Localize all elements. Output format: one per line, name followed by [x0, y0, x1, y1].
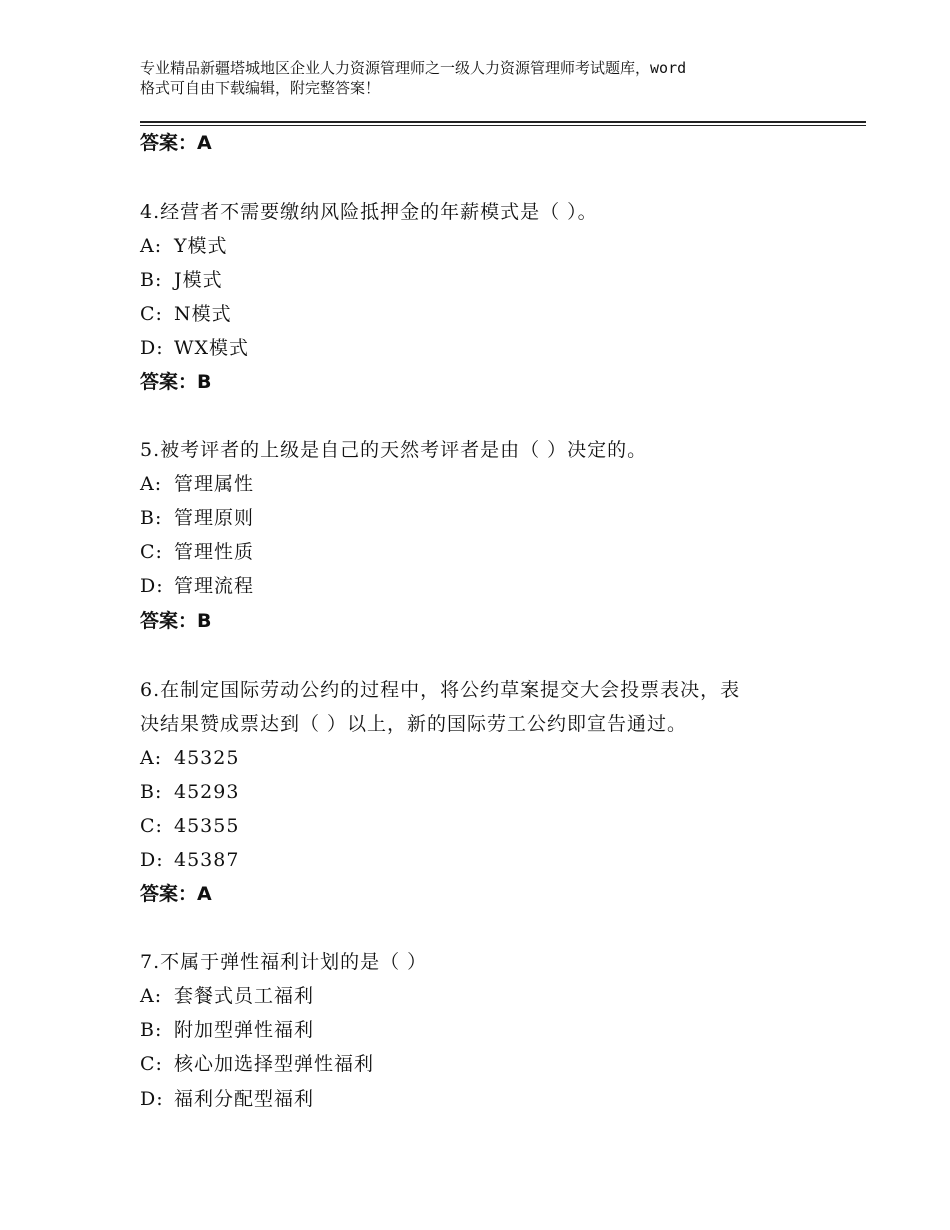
- option-prefix: D:: [140, 849, 164, 871]
- option-prefix: D:: [140, 1088, 164, 1110]
- option-prefix: B:: [140, 269, 163, 291]
- option-prefix: A:: [140, 985, 163, 1007]
- question-stem-continued: 决结果赞成票达到（ ）以上，新的国际劳工公约即宣告通过。: [140, 713, 688, 735]
- option-text: 45325: [174, 747, 240, 769]
- previous-answer: 答案：A: [140, 132, 212, 154]
- option-prefix: B:: [140, 507, 163, 529]
- question-stem: 6.在制定国际劳动公约的过程中，将公约草案提交大会投票表决，表: [140, 679, 741, 701]
- option-text: 管理性质: [174, 541, 255, 563]
- option-prefix: D:: [140, 337, 164, 359]
- option-prefix: C:: [140, 303, 163, 325]
- option-text: 管理原则: [174, 507, 255, 529]
- option-a: [140, 471, 254, 497]
- option-a: [140, 233, 228, 259]
- option-text: J模式: [174, 269, 223, 291]
- option-prefix: D:: [140, 575, 164, 597]
- option-c: [140, 539, 254, 565]
- option-prefix: B:: [140, 1019, 163, 1041]
- option-text: N模式: [174, 303, 232, 325]
- header-line-2: 格式可自由下载编辑，附完整答案！: [140, 79, 381, 97]
- option-text: WX模式: [174, 337, 250, 359]
- option-b: [140, 267, 223, 293]
- option-a: [140, 983, 314, 1009]
- option-text: 管理属性: [174, 473, 255, 495]
- header-rule-thin: [140, 125, 866, 126]
- option-text: 附加型弹性福利: [174, 1019, 315, 1041]
- option-b: [140, 505, 254, 531]
- option-prefix: A:: [140, 473, 163, 495]
- answer: 答案：B: [140, 610, 212, 632]
- answer: 答案：B: [140, 371, 212, 393]
- option-text: 管理流程: [174, 575, 255, 597]
- option-text: 45355: [174, 815, 240, 837]
- option-d: [140, 1086, 314, 1112]
- option-text: 45293: [174, 781, 240, 803]
- option-prefix: A:: [140, 235, 163, 257]
- option-b: [140, 779, 239, 805]
- question-stem: 5.被考评者的上级是自己的天然考评者是由（ ）决定的。: [140, 439, 648, 461]
- question-stem: 4.经营者不需要缴纳风险抵押金的年薪模式是（ ）。: [140, 201, 598, 223]
- option-prefix: C:: [140, 1053, 163, 1075]
- option-d: [140, 573, 254, 599]
- option-d: [140, 335, 249, 361]
- option-c: [140, 301, 232, 327]
- option-c: [140, 813, 239, 839]
- option-text: 核心加选择型弹性福利: [174, 1053, 375, 1075]
- option-d: [140, 847, 239, 873]
- answer: 答案：A: [140, 883, 212, 905]
- option-c: [140, 1051, 374, 1077]
- option-prefix: B:: [140, 781, 163, 803]
- option-prefix: C:: [140, 815, 163, 837]
- page-header: [140, 58, 840, 98]
- option-text: 45387: [174, 849, 240, 871]
- option-text: 福利分配型福利: [174, 1088, 315, 1110]
- header-line-1: 专业精品新疆塔城地区企业人力资源管理师之一级人力资源管理师考试题库，word: [140, 59, 687, 77]
- option-text: Y模式: [174, 235, 228, 257]
- option-a: [140, 745, 239, 771]
- header-rule-thick: [140, 121, 866, 123]
- option-prefix: A:: [140, 747, 163, 769]
- question-stem: 7.不属于弹性福利计划的是（ ）: [140, 951, 428, 973]
- option-b: [140, 1017, 314, 1043]
- option-prefix: C:: [140, 541, 163, 563]
- option-text: 套餐式员工福利: [174, 985, 315, 1007]
